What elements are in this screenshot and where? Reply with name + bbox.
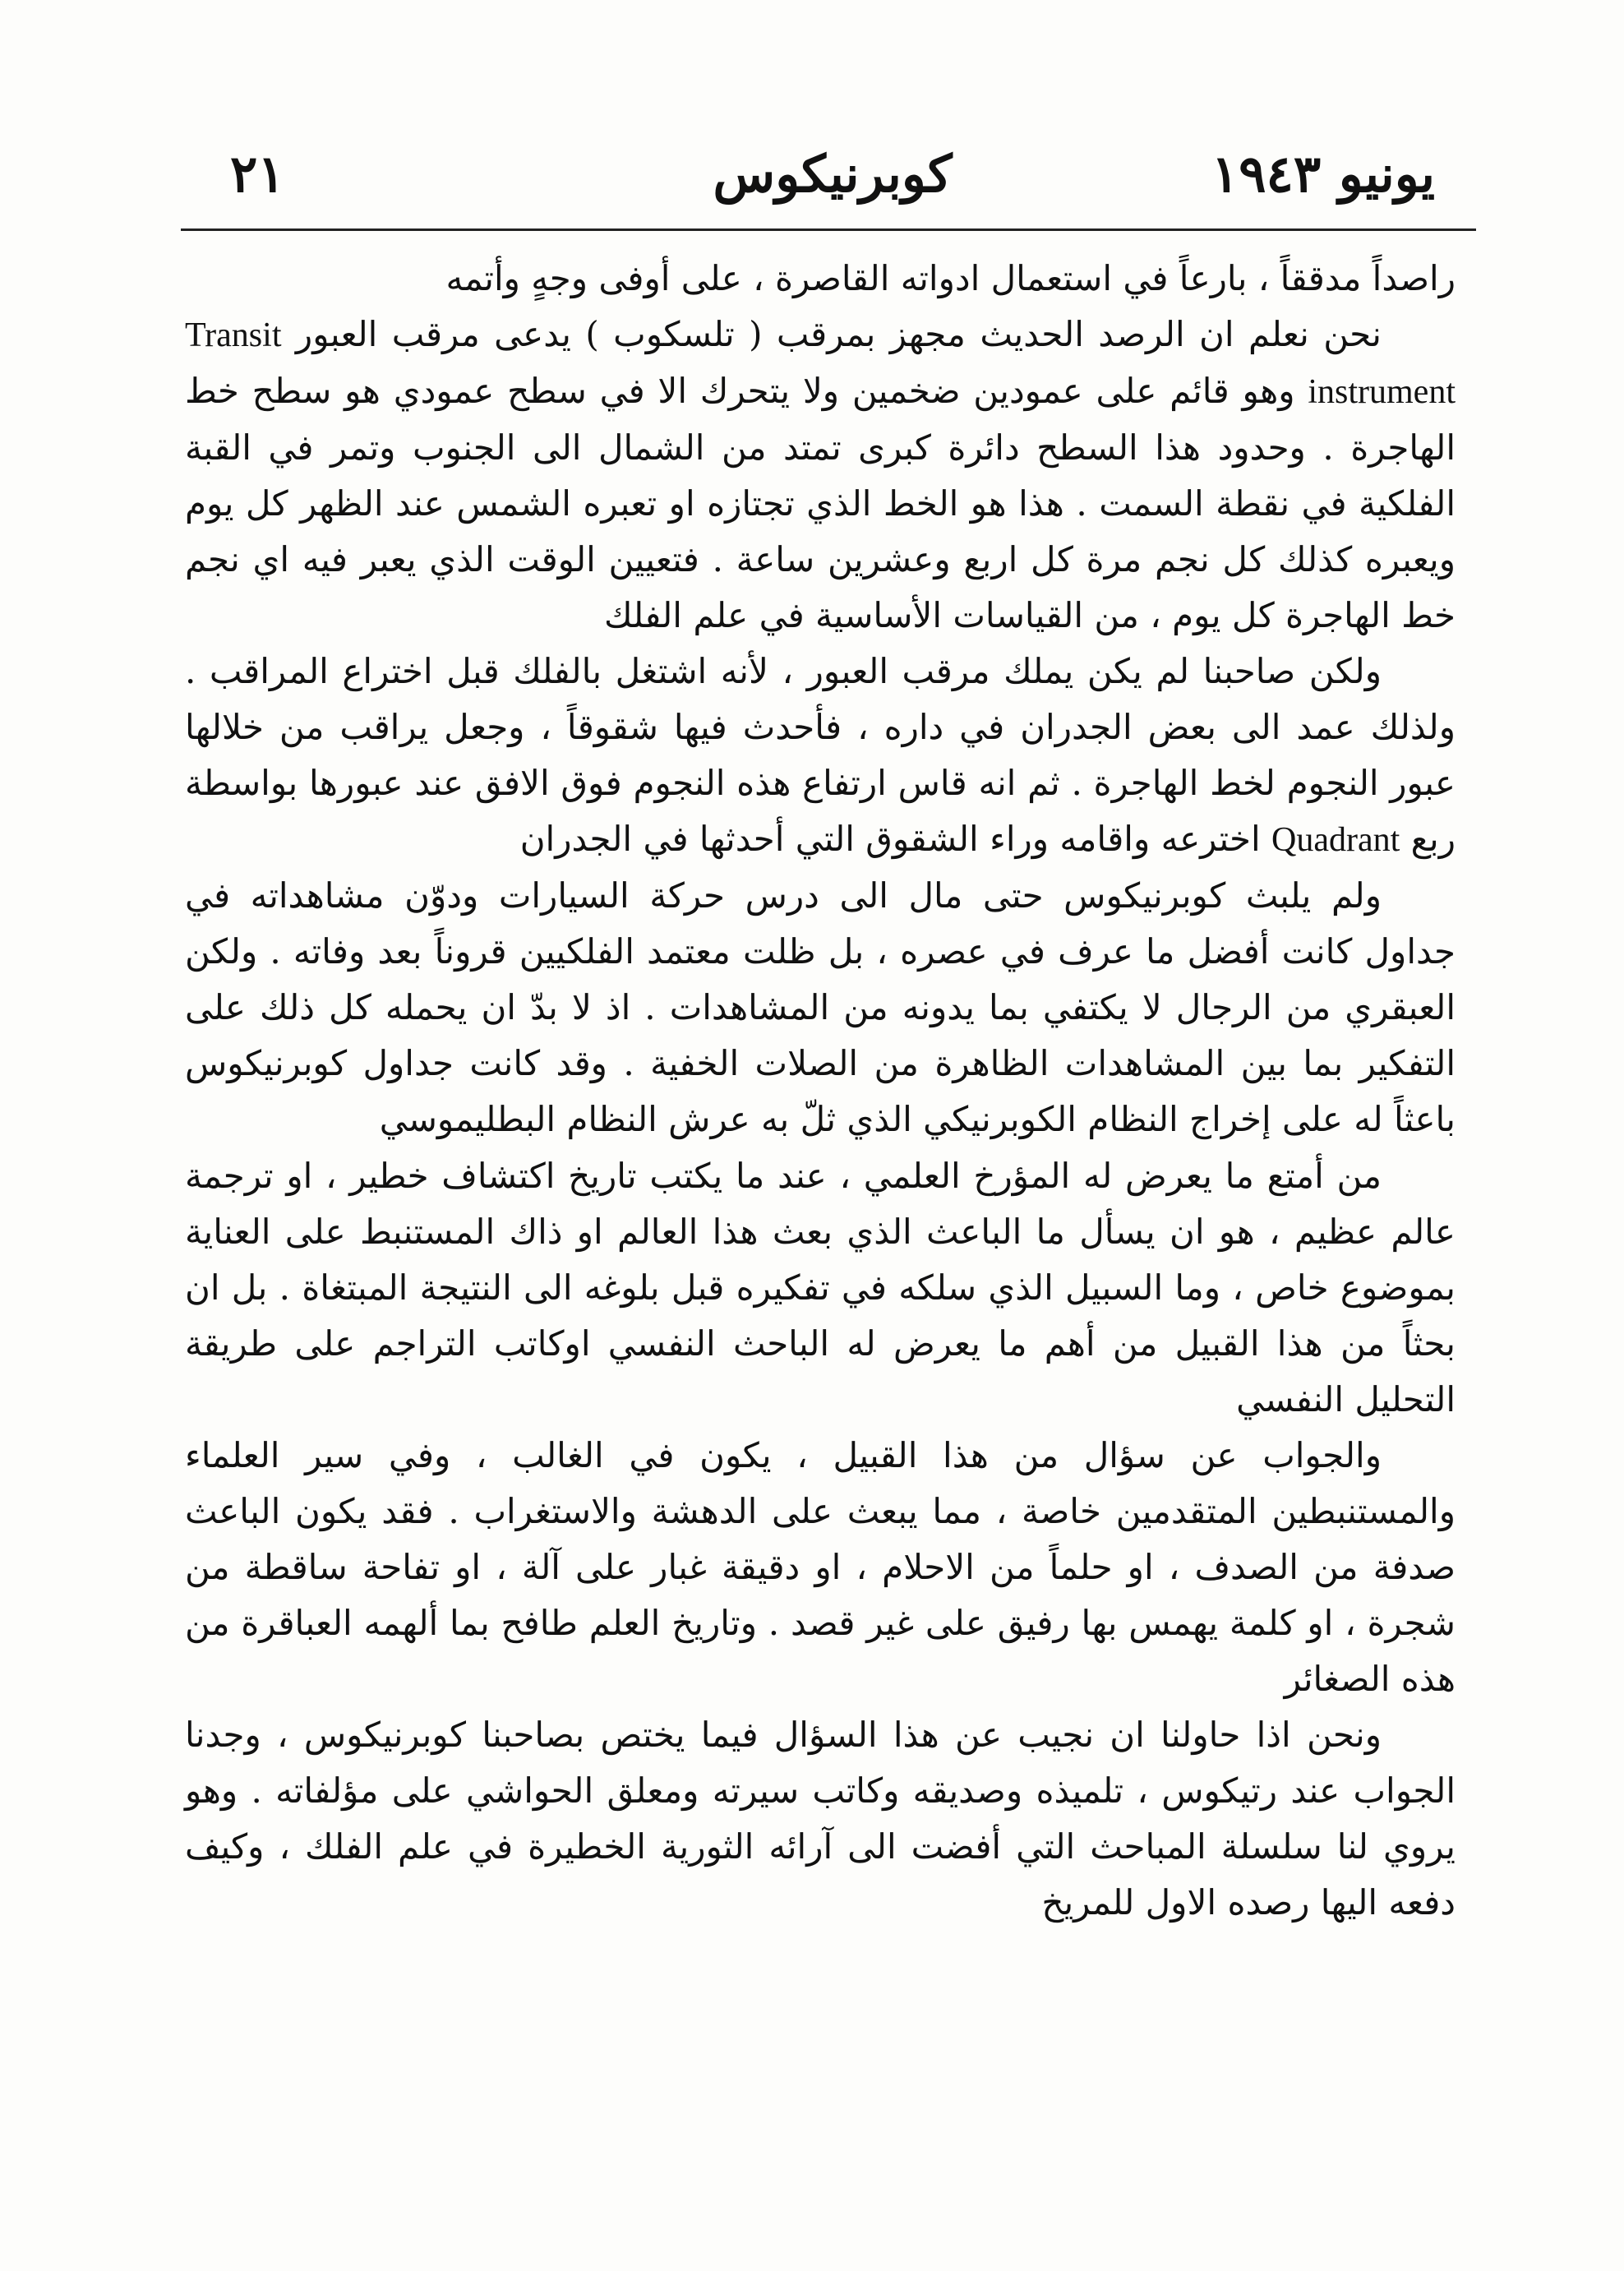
paragraph-3 — [185, 644, 1456, 868]
running-head — [230, 144, 1435, 222]
header-rule — [181, 228, 1476, 231]
paragraph-5-text: من أمتع ما يعرض له المؤرخ العلمي ، عند ما يكتب تاريخ اكتشاف خطير ، او ترجمة عالم عظيم ، هو ان يسأل ما الباعث الذي بعث هذا العالم او ذاك المستنبط على العناية بموضوع خاص ، وما السبيل الذي سلكه في تفكيره قبل بلوغه الى النتيجة المبتغاة . بل ان بحثاً من هذا القبيل من أهم ما يعرض له الباحث النفسي اوكاتب التراجم على طريقة التحليل النفسي — [185, 1155, 1456, 1419]
paragraph-1-text: راصداً مدققاً ، بارعاً في استعمال ادواته القاصرة ، على أوفى وجهٍ وأتمه — [445, 258, 1456, 298]
issue-date: يونيو ١٩٤٣ — [1211, 144, 1435, 204]
paragraph-2 — [185, 307, 1456, 644]
paragraph-6-text: والجواب عن سؤال من هذا القبيل ، يكون في الغالب ، وفي سير العلماء والمستنبطين المتقدمين خاصة ، مما يبعث على الدهشة والاستغراب . فقد يكون الباعث صدفة من الصدف ، او حلماً من الاحلام ، او دقيقة غبار على آلة ، او تفاحة ساقطة من شجرة ، او كلمة يهمس بها رفيق على غير قصد . وتاريخ العلم طافح بما ألهمه العباقرة من هذه الصغائر — [185, 1434, 1456, 1699]
paragraph-4-text: ولم يلبث كوبرنيكوس حتى مال الى درس حركة السيارات ودوّن مشاهداته في جداول كانت أفضل ما عرف في عصره ، بل ظلت معتمد الفلكيين قروناً بعد وفاته . ولكن العبقري من الرجال لا يكتفي بما يدونه من المشاهدات . اذ لا بدّ ان يحمله كل ذلك على التفكير بما بين المشاهدات الظاهرة من الصلات الخفية . وقد كانت جداول كوبرنيكوس باعثاً له على إخراج النظام الكوبرنيكي الذي ثلّ به عرش النظام البطليموسي — [185, 875, 1456, 1140]
paragraph-2-text: نحن نعلم ان الرصد الحديث مجهز بمرقب ( تلسكوب ) يدعى مرقب العبور — [295, 314, 1382, 355]
paragraph-7 — [185, 1707, 1456, 1931]
paragraph-1 — [185, 251, 1456, 307]
paragraph-3-latin-term: Quadrant — [1271, 821, 1400, 860]
paragraph-3-text: ولكن صاحبنا لم يكن يملك مرقب العبور ، لأنه اشتغل بالفلك قبل اختراع المراقب . ولذلك عمد الى بعض الجدران في داره ، فأحدث فيها شقوقاً ، وجعل يراقب من خلالها عبور النجوم لخط الهاجرة . ثم انه قاس ارتفاع هذه النجوم فوق الافق عند عبورها بواسطة ربع — [185, 651, 1456, 860]
paragraph-6 — [185, 1428, 1456, 1707]
paragraph-3-text-continued: اخترعه واقامه وراء الشقوق التي أحدثها في الجدران — [519, 819, 1261, 860]
article-body — [185, 251, 1456, 1931]
paragraph-4 — [185, 868, 1456, 1147]
paragraph-7-text: ونحن اذا حاولنا ان نجيب عن هذا السؤال فيما يختص بصاحبنا كوبرنيكوس ، وجدنا الجواب عند رتيكوس ، تلميذه وصديقه وكاتب سيرته ومعلق الحواشي على مؤلفاته . وهو يروي لنا سلسلة المباحث التي أفضت الى آرائه الثورية الخطيرة في علم الفلك ، وكيف دفعه اليها رصده الاول للمريخ — [185, 1714, 1456, 1923]
paragraph-2-text-continued: وهو قائم على عمودين ضخمين ولا يتحرك الا في سطح عمودي هو سطح خط الهاجرة . وحدود هذا السطح دائرة كبرى تمتد من الشمال الى الجنوب وتمر في القبة الفلكية في نقطة السمت . هذا هو الخط الذي تجتازه او تعبره الشمس عند الظهر كل يوم ويعبره كذلك كل نجم مرة كل اربع وعشرين ساعة . فتعيين الوقت الذي يعبر فيه اي نجم خط الهاجرة كل يوم ، من القياسات الأساسية في علم الفلك — [185, 371, 1456, 636]
running-title: كوبرنيكوس — [713, 144, 953, 204]
paragraph-5 — [185, 1148, 1456, 1428]
paragraph-2-latin-term: Transit instrument — [185, 316, 1456, 412]
page-number: ٢١ — [230, 144, 285, 204]
